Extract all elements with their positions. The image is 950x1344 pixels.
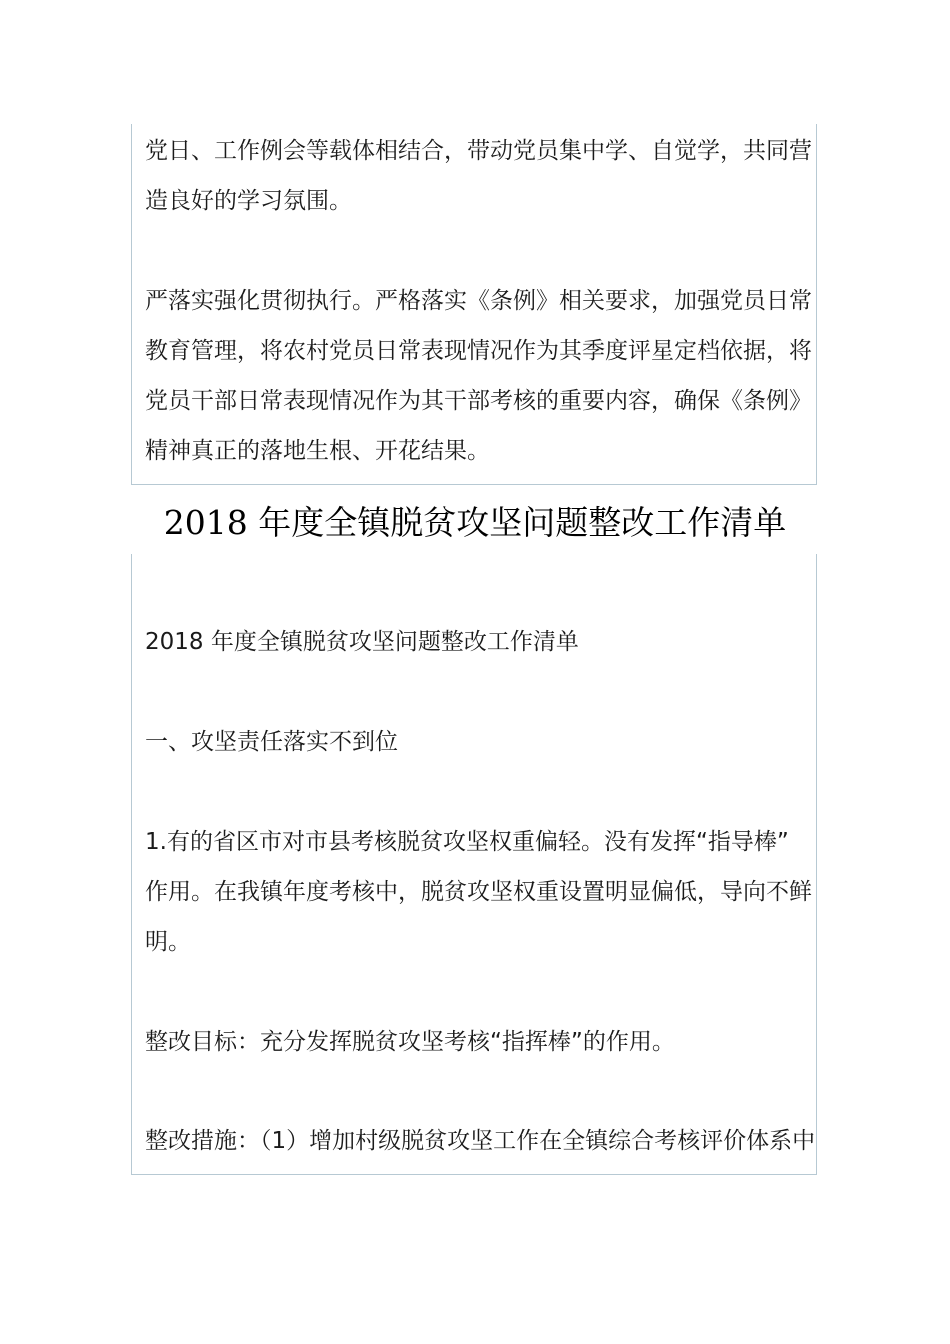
paragraph-line: 1.有的省区市对市县考核脱贫攻坚权重偏轻。没有发挥“指导棒” bbox=[145, 829, 789, 855]
text-box-main bbox=[131, 554, 817, 1175]
rectification-measures: 整改措施：（1）增加村级脱贫攻坚工作在全镇综合考核评价体系中 bbox=[145, 1128, 816, 1154]
paragraph-line: 党日、工作例会等载体相结合，带动党员集中学、自觉学，共同营 bbox=[145, 138, 812, 164]
paragraph-line: 造良好的学习氛围。 bbox=[145, 188, 352, 214]
paragraph-line: 作用。在我镇年度考核中，脱贫攻坚权重设置明显偏低，导向不鲜 bbox=[145, 879, 812, 905]
text-box-continued bbox=[131, 124, 817, 485]
paragraph-line: 教育管理，将农村党员日常表现情况作为其季度评星定档依据，将 bbox=[145, 338, 812, 364]
paragraph-line: 明。 bbox=[145, 929, 191, 955]
paragraph-line: 党员干部日常表现情况作为其干部考核的重要内容，确保《条例》 bbox=[145, 388, 812, 414]
paragraph-line: 严落实强化贯彻执行。严格落实《条例》相关要求，加强党员日常 bbox=[145, 288, 812, 314]
paragraph-line: 精神真正的落地生根、开花结果。 bbox=[145, 438, 490, 464]
rectification-goal: 整改目标：充分发挥脱贫攻坚考核“指挥棒”的作用。 bbox=[145, 1029, 675, 1055]
document-title: 2018 年度全镇脱贫攻坚问题整改工作清单 bbox=[163, 503, 787, 542]
section-subtitle: 2018 年度全镇脱贫攻坚问题整改工作清单 bbox=[145, 629, 579, 655]
section-heading: 一、攻坚责任落实不到位 bbox=[145, 729, 398, 755]
